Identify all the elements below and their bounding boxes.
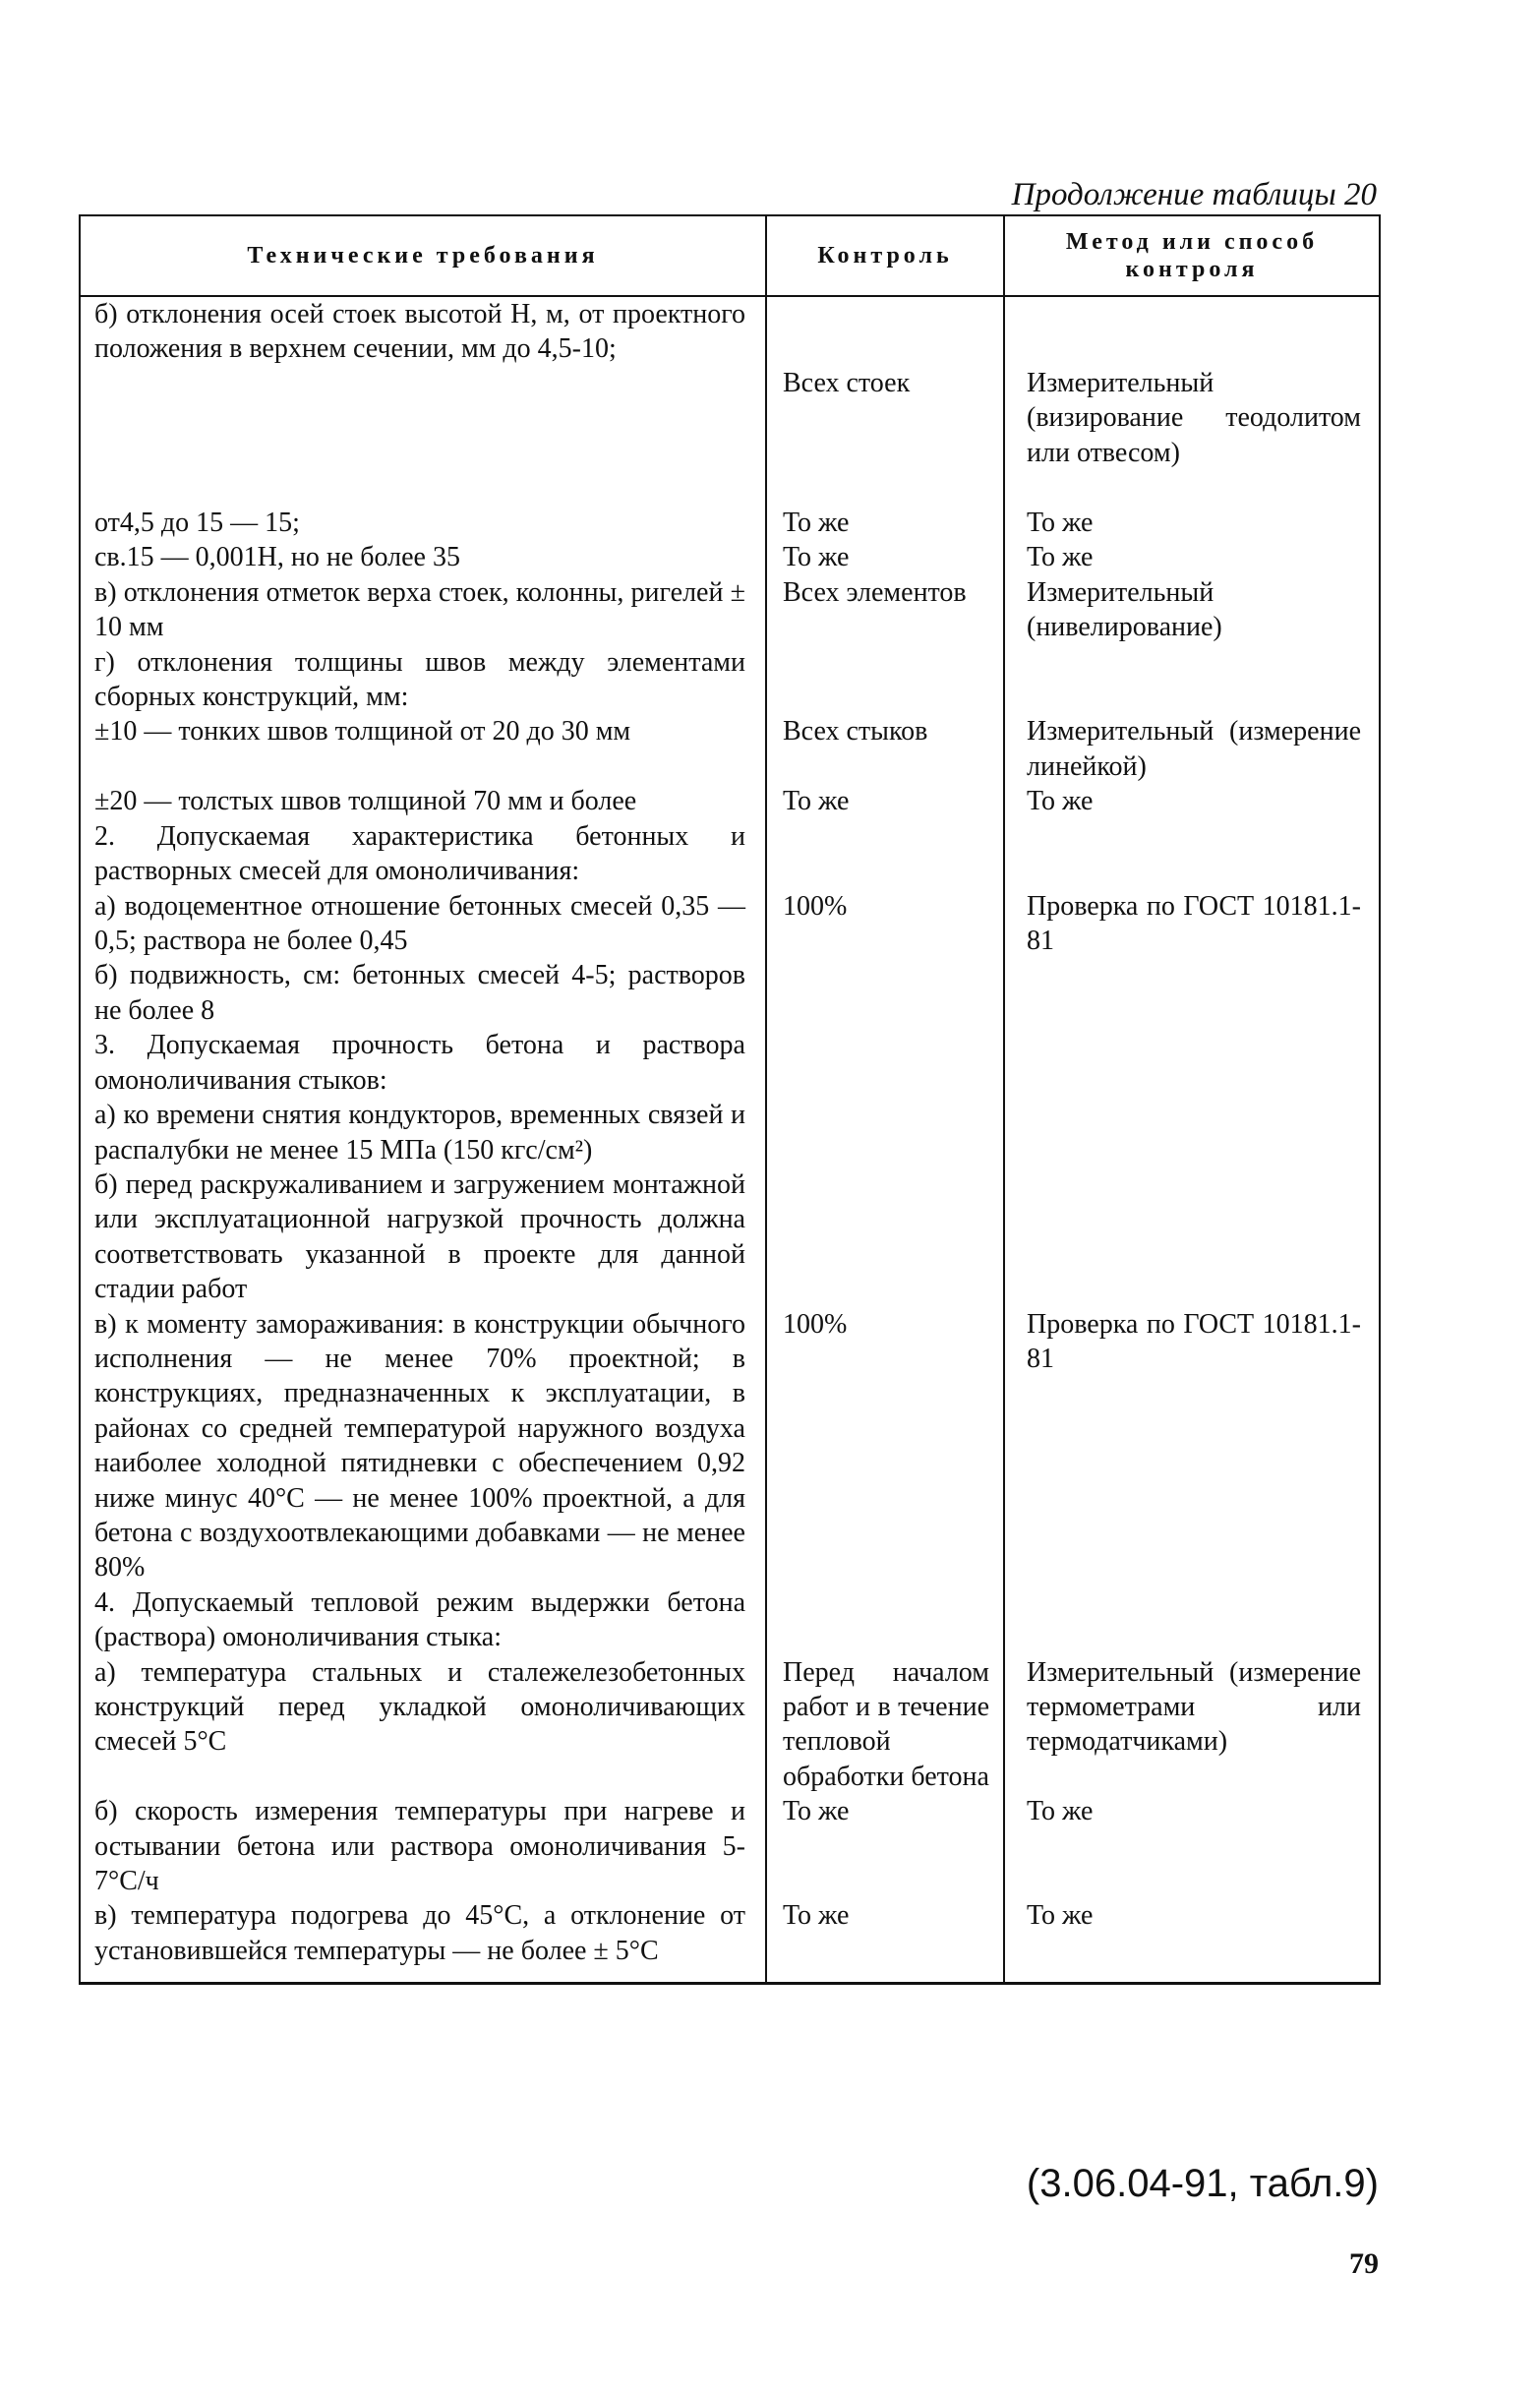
requirement-cell: б) перед раскружаливанием и загружением монтажной или эксплуатационной нагрузкой прочность должна соответствовать указанной в проекте для данной стадии работ bbox=[80, 1167, 766, 1307]
header-technical-requirements: Технические требования bbox=[80, 215, 766, 296]
control-cell: 100% bbox=[766, 889, 1004, 959]
table-row bbox=[80, 506, 1380, 540]
requirement-cell: ±10 — тонких швов толщиной от 20 до 30 мм bbox=[80, 714, 766, 784]
requirement-cell: в) отклонения отметок верха стоек, колонны, ригелей ± 10 мм bbox=[80, 575, 766, 645]
page-number: 79 bbox=[1349, 2247, 1379, 2280]
control-cell: Всех стыков bbox=[766, 714, 1004, 784]
table-row bbox=[80, 540, 1380, 574]
method-cell: То же bbox=[1004, 1898, 1380, 1983]
table-row bbox=[80, 575, 1380, 645]
method-cell: То же bbox=[1004, 540, 1380, 574]
control-cell: То же bbox=[766, 1794, 1004, 1898]
control-cell bbox=[766, 819, 1004, 889]
requirement-cell: б) подвижность, см: бетонных смесей 4-5; растворов не более 8 bbox=[80, 958, 766, 1028]
control-cell: Перед началом работ и в течение тепловой обработки бетона bbox=[766, 1655, 1004, 1795]
method-cell bbox=[1004, 645, 1380, 715]
control-cell bbox=[766, 645, 1004, 715]
header-control-method: Метод или способ контроля bbox=[1004, 215, 1380, 296]
method-cell: То же bbox=[1004, 784, 1380, 818]
table-continuation-label: Продолжение таблицы 20 bbox=[1011, 177, 1377, 212]
control-cell: То же bbox=[766, 540, 1004, 574]
requirement-cell: б) скорость измерения температуры при нагреве и остывании бетона или раствора омоноличивания 5-7°C/ч bbox=[80, 1794, 766, 1898]
requirement-cell: св.15 — 0,001H, но не более 35 bbox=[80, 540, 766, 574]
control-cell bbox=[766, 958, 1004, 1028]
method-cell bbox=[1004, 1098, 1380, 1167]
table-row bbox=[80, 1098, 1380, 1167]
method-cell bbox=[1004, 819, 1380, 889]
method-cell: Проверка по ГОСТ 10181.1-81 bbox=[1004, 1307, 1380, 1585]
table-row bbox=[80, 1167, 1380, 1307]
requirement-cell: от4,5 до 15 — 15; bbox=[80, 506, 766, 540]
control-cell: То же bbox=[766, 506, 1004, 540]
requirement-cell: в) температура подогрева до 45°C, а отклонение от установившейся температуры — не более ± 5°C bbox=[80, 1898, 766, 1983]
table-row bbox=[80, 958, 1380, 1028]
table-row bbox=[80, 645, 1380, 715]
control-cell: Всех элементов bbox=[766, 575, 1004, 645]
control-cell: То же bbox=[766, 1898, 1004, 1983]
table-row bbox=[80, 784, 1380, 818]
control-cell: 100% bbox=[766, 1307, 1004, 1585]
requirement-cell: 4. Допускаемый тепловой режим выдержки бетона (раствора) омоноличивания стыка: bbox=[80, 1585, 766, 1655]
method-cell bbox=[1004, 1585, 1380, 1655]
method-cell: Проверка по ГОСТ 10181.1-81 bbox=[1004, 889, 1380, 959]
requirement-cell: а) температура стальных и сталежелезобетонных конструкций перед укладкой омоноличивающих смесей 5°C bbox=[80, 1655, 766, 1795]
requirement-cell: г) отклонения толщины швов между элементами сборных конструкций, мм: bbox=[80, 645, 766, 715]
method-cell: Измерительный (измерение линейкой) bbox=[1004, 714, 1380, 784]
table-row bbox=[80, 1794, 1380, 1898]
header-control: Контроль bbox=[766, 215, 1004, 296]
table-row bbox=[80, 1898, 1380, 1983]
requirements-table bbox=[79, 214, 1381, 1985]
control-cell bbox=[766, 1098, 1004, 1167]
table-row bbox=[80, 1028, 1380, 1098]
table-header-row bbox=[80, 215, 1380, 296]
requirement-cell: а) водоцементное отношение бетонных смесей 0,35 — 0,5; раствора не более 0,45 bbox=[80, 889, 766, 959]
table-row bbox=[80, 296, 1380, 506]
requirement-cell: в) к моменту замораживания: в конструкции обычного исполнения — не менее 70% проектной; в конструкциях, предназначенных к эксплуатации, в районах со средней температурой наружного воздуха наиболее холодной пятидневки с обеспечением 0,92 ниже минус 40°C — не менее 100% проектной, а для бетона с воздухоотвлекающими добавками — не менее 80% bbox=[80, 1307, 766, 1585]
table-row bbox=[80, 1655, 1380, 1795]
requirement-cell: ±20 — толстых швов толщиной 70 мм и более bbox=[80, 784, 766, 818]
table-row bbox=[80, 714, 1380, 784]
requirement-cell: 3. Допускаемая прочность бетона и раствора омоноличивания стыков: bbox=[80, 1028, 766, 1098]
table-row bbox=[80, 819, 1380, 889]
control-cell: То же bbox=[766, 784, 1004, 818]
source-reference: (3.06.04-91, табл.9) bbox=[1026, 2162, 1379, 2205]
control-cell bbox=[766, 1028, 1004, 1098]
requirement-cell: б) отклонения осей стоек высотой H, м, от проектного положения в верхнем сечении, мм до 4,5-10; bbox=[80, 296, 766, 506]
requirement-cell: а) ко времени снятия кондукторов, временных связей и распалубки не менее 15 МПа (150 кгс/см²) bbox=[80, 1098, 766, 1167]
method-cell: Измерительный (измерение термометрами или термодатчиками) bbox=[1004, 1655, 1380, 1795]
method-cell bbox=[1004, 958, 1380, 1028]
control-cell bbox=[766, 1167, 1004, 1307]
method-cell bbox=[1004, 1167, 1380, 1307]
requirement-cell: 2. Допускаемая характеристика бетонных и растворных смесей для омоноличивания: bbox=[80, 819, 766, 889]
table-row bbox=[80, 1585, 1380, 1655]
method-cell: Измерительный (нивелирование) bbox=[1004, 575, 1380, 645]
method-cell: Измерительный (визирование теодолитом или отвесом) bbox=[1004, 296, 1380, 506]
method-cell: То же bbox=[1004, 506, 1380, 540]
table-row bbox=[80, 889, 1380, 959]
method-cell bbox=[1004, 1028, 1380, 1098]
method-cell: То же bbox=[1004, 1794, 1380, 1898]
control-cell: Всех стоек bbox=[766, 296, 1004, 506]
control-cell bbox=[766, 1585, 1004, 1655]
table-row bbox=[80, 1307, 1380, 1585]
